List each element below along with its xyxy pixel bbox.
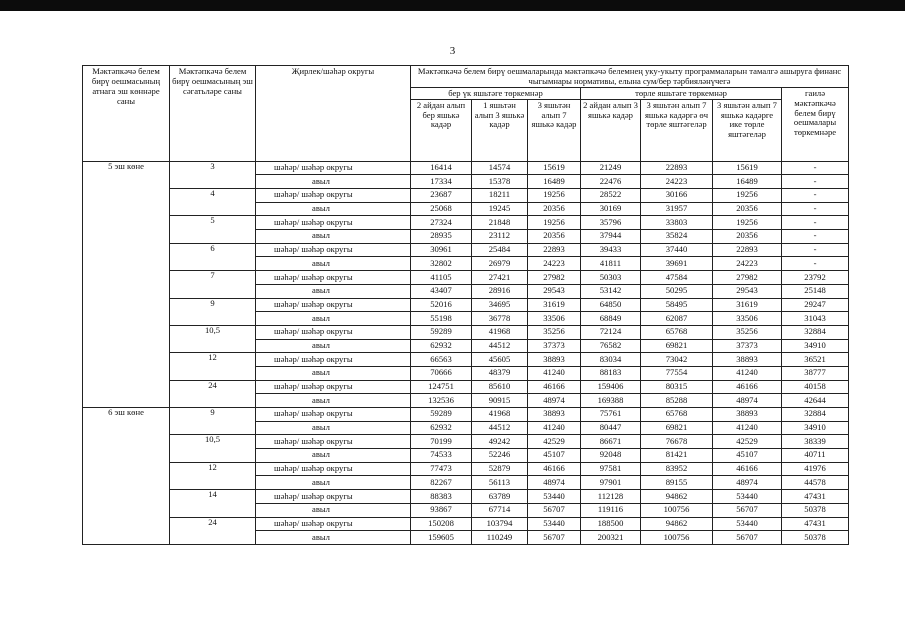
cell-value: 30166 bbox=[641, 189, 713, 203]
cell-area: шәһәр/ шәһәр округы bbox=[256, 189, 411, 203]
cell-value: 33506 bbox=[713, 312, 782, 326]
header-sub-0: 2 айдан алып бер яшькә кадәр bbox=[411, 99, 472, 161]
cell-hours: 9 bbox=[170, 298, 256, 325]
cell-value: 56707 bbox=[528, 503, 581, 517]
cell-value: 70666 bbox=[411, 366, 472, 380]
cell-value: 53440 bbox=[713, 490, 782, 504]
header-sub-3: 2 айдан алып 3 яшькә кадәр bbox=[581, 99, 641, 161]
cell-value: 35824 bbox=[641, 230, 713, 244]
cell-value: 35256 bbox=[528, 325, 581, 339]
cell-value: 23687 bbox=[411, 189, 472, 203]
cell-value: 28916 bbox=[472, 284, 528, 298]
cell-value: 82267 bbox=[411, 476, 472, 490]
table-row bbox=[83, 325, 849, 339]
table-row bbox=[83, 161, 849, 175]
cell-value: - bbox=[782, 202, 849, 216]
cell-value: - bbox=[782, 257, 849, 271]
cell-value: 31957 bbox=[641, 202, 713, 216]
cell-value: 19256 bbox=[713, 216, 782, 230]
cell-value: 188500 bbox=[581, 517, 641, 531]
cell-value: 39691 bbox=[641, 257, 713, 271]
cell-value: 28522 bbox=[581, 189, 641, 203]
table-row bbox=[83, 435, 849, 449]
cell-value: 26979 bbox=[472, 257, 528, 271]
cell-area: авыл bbox=[256, 230, 411, 244]
cell-value: 34695 bbox=[472, 298, 528, 312]
cell-value: 19256 bbox=[528, 216, 581, 230]
cell-area: шәһәр/ шәһәр округы bbox=[256, 271, 411, 285]
table-row bbox=[83, 216, 849, 230]
page-number: 3 bbox=[449, 45, 456, 57]
cell-value: 150208 bbox=[411, 517, 472, 531]
cell-value: 48974 bbox=[713, 476, 782, 490]
cell-value: 32884 bbox=[782, 408, 849, 422]
cell-hours: 9 bbox=[170, 408, 256, 435]
cell-value: 46166 bbox=[528, 462, 581, 476]
cell-value: 132536 bbox=[411, 394, 472, 408]
cell-value: 159406 bbox=[581, 380, 641, 394]
cell-value: 86671 bbox=[581, 435, 641, 449]
cell-hours: 10,5 bbox=[170, 435, 256, 462]
cell-value: 32802 bbox=[411, 257, 472, 271]
cell-value: 92048 bbox=[581, 449, 641, 463]
cell-value: 38893 bbox=[528, 408, 581, 422]
cell-value: 200321 bbox=[581, 531, 641, 545]
cell-value: 45107 bbox=[713, 449, 782, 463]
header-main-title: Мәктәпкәчә белем бирү оешмаларында мәктәпкәчә белемнең уку-укыту программаларын тамалгә ашыруга финанс чыгымнары нормативы, елына сум/бер тәрбияләнүчегә bbox=[411, 66, 849, 88]
table-row bbox=[83, 517, 849, 531]
cell-value: 37440 bbox=[641, 243, 713, 257]
cell-value: 69821 bbox=[641, 421, 713, 435]
cell-value: 80447 bbox=[581, 421, 641, 435]
cell-value: 47431 bbox=[782, 490, 849, 504]
cell-value: 15619 bbox=[713, 161, 782, 175]
cell-value: 110249 bbox=[472, 531, 528, 545]
cell-value: 44512 bbox=[472, 339, 528, 353]
cell-value: 53142 bbox=[581, 284, 641, 298]
cell-value: 48379 bbox=[472, 366, 528, 380]
cell-hours: 12 bbox=[170, 462, 256, 489]
cell-value: 15619 bbox=[528, 161, 581, 175]
cell-area: авыл bbox=[256, 257, 411, 271]
cell-value: 45605 bbox=[472, 353, 528, 367]
cell-area: авыл bbox=[256, 421, 411, 435]
cell-value: 49242 bbox=[472, 435, 528, 449]
cell-value: 41105 bbox=[411, 271, 472, 285]
cell-value: 39433 bbox=[581, 243, 641, 257]
cell-value: 19256 bbox=[713, 189, 782, 203]
cell-area: авыл bbox=[256, 175, 411, 189]
cell-value: 43407 bbox=[411, 284, 472, 298]
cell-value: 34910 bbox=[782, 339, 849, 353]
cell-value: 46166 bbox=[713, 462, 782, 476]
cell-value: 72124 bbox=[581, 325, 641, 339]
table-row bbox=[83, 490, 849, 504]
cell-value: 24223 bbox=[641, 175, 713, 189]
cell-value: 46166 bbox=[713, 380, 782, 394]
cell-value: 50295 bbox=[641, 284, 713, 298]
cell-value: 65768 bbox=[641, 325, 713, 339]
cell-value: - bbox=[782, 243, 849, 257]
cell-value: 52246 bbox=[472, 449, 528, 463]
cell-value: 16489 bbox=[713, 175, 782, 189]
cell-value: 45107 bbox=[528, 449, 581, 463]
header-group-same-age: бер үк яшьтәге төркемнәр bbox=[411, 87, 581, 99]
cell-value: 81421 bbox=[641, 449, 713, 463]
cell-value: 34910 bbox=[782, 421, 849, 435]
cell-duration: 6 эш көне bbox=[83, 408, 170, 545]
scan-top-edge bbox=[0, 0, 905, 11]
cell-value: 38893 bbox=[713, 408, 782, 422]
cell-value: 53440 bbox=[528, 490, 581, 504]
table-header bbox=[83, 66, 849, 162]
cell-value: 24223 bbox=[528, 257, 581, 271]
cell-value: 41968 bbox=[472, 408, 528, 422]
cell-value: 94862 bbox=[641, 490, 713, 504]
cell-value: 56707 bbox=[713, 503, 782, 517]
cell-area: авыл bbox=[256, 284, 411, 298]
table-row bbox=[83, 380, 849, 394]
header-sub-2: 3 яшьтән алып 7 яшькә кадәр bbox=[528, 99, 581, 161]
table-row bbox=[83, 462, 849, 476]
cell-value: 41240 bbox=[713, 366, 782, 380]
cell-value: 64850 bbox=[581, 298, 641, 312]
table-row bbox=[83, 298, 849, 312]
cell-value: 46166 bbox=[528, 380, 581, 394]
cell-value: 35796 bbox=[581, 216, 641, 230]
header-sub-1: 1 яшьтән алып 3 яшькә кадәр bbox=[472, 99, 528, 161]
table-row bbox=[83, 353, 849, 367]
cell-value: 85610 bbox=[472, 380, 528, 394]
cell-value: 159605 bbox=[411, 531, 472, 545]
cell-value: 41240 bbox=[713, 421, 782, 435]
cell-value: 20356 bbox=[713, 202, 782, 216]
cell-area: авыл bbox=[256, 202, 411, 216]
cell-hours: 14 bbox=[170, 490, 256, 517]
table-row bbox=[83, 408, 849, 422]
cell-value: 41968 bbox=[472, 325, 528, 339]
cell-value: 88383 bbox=[411, 490, 472, 504]
cell-value: 41976 bbox=[782, 462, 849, 476]
cell-value: 16489 bbox=[528, 175, 581, 189]
cell-value: 27324 bbox=[411, 216, 472, 230]
cell-area: шәһәр/ шәһәр округы bbox=[256, 353, 411, 367]
cell-value: 42644 bbox=[782, 394, 849, 408]
cell-value: 19256 bbox=[528, 189, 581, 203]
cell-area: авыл bbox=[256, 503, 411, 517]
table-row bbox=[83, 271, 849, 285]
cell-value: 112128 bbox=[581, 490, 641, 504]
cell-value: 19245 bbox=[472, 202, 528, 216]
cell-value: 37944 bbox=[581, 230, 641, 244]
cell-area: шәһәр/ шәһәр округы bbox=[256, 435, 411, 449]
cell-hours: 7 bbox=[170, 271, 256, 298]
cell-hours: 3 bbox=[170, 161, 256, 188]
cell-value: 15378 bbox=[472, 175, 528, 189]
cell-value: 25068 bbox=[411, 202, 472, 216]
cell-area: шәһәр/ шәһәр округы bbox=[256, 161, 411, 175]
cell-value: 44578 bbox=[782, 476, 849, 490]
cell-value: 23112 bbox=[472, 230, 528, 244]
cell-value: - bbox=[782, 230, 849, 244]
cell-value: 77473 bbox=[411, 462, 472, 476]
cell-value: 97581 bbox=[581, 462, 641, 476]
cell-value: 22893 bbox=[713, 243, 782, 257]
cell-value: 63789 bbox=[472, 490, 528, 504]
cell-area: шәһәр/ шәһәр округы bbox=[256, 380, 411, 394]
cell-value: 48974 bbox=[528, 476, 581, 490]
cell-value: 38893 bbox=[528, 353, 581, 367]
cell-value: 48974 bbox=[528, 394, 581, 408]
cell-area: авыл bbox=[256, 312, 411, 326]
cell-area: шәһәр/ шәһәр округы bbox=[256, 517, 411, 531]
cell-value: 33506 bbox=[528, 312, 581, 326]
cell-value: 35256 bbox=[713, 325, 782, 339]
cell-hours: 6 bbox=[170, 243, 256, 270]
cell-value: 25484 bbox=[472, 243, 528, 257]
cell-value: 18211 bbox=[472, 189, 528, 203]
cell-value: 77554 bbox=[641, 366, 713, 380]
cell-value: 37373 bbox=[713, 339, 782, 353]
cell-value: 56113 bbox=[472, 476, 528, 490]
cell-area: шәһәр/ шәһәр округы bbox=[256, 490, 411, 504]
cell-value: 85288 bbox=[641, 394, 713, 408]
cell-value: 52879 bbox=[472, 462, 528, 476]
cell-value: 36521 bbox=[782, 353, 849, 367]
cell-value: 31043 bbox=[782, 312, 849, 326]
cell-value: 55198 bbox=[411, 312, 472, 326]
cell-value: 69821 bbox=[641, 339, 713, 353]
cell-value: 33803 bbox=[641, 216, 713, 230]
cell-area: шәһәр/ шәһәр округы bbox=[256, 243, 411, 257]
normatives-table bbox=[82, 65, 849, 545]
cell-hours: 12 bbox=[170, 353, 256, 380]
cell-area: шәһәр/ шәһәр округы bbox=[256, 325, 411, 339]
cell-value: 27982 bbox=[528, 271, 581, 285]
cell-hours: 4 bbox=[170, 189, 256, 216]
cell-value: 59289 bbox=[411, 325, 472, 339]
cell-hours: 24 bbox=[170, 517, 256, 544]
cell-value: 73042 bbox=[641, 353, 713, 367]
cell-hours: 5 bbox=[170, 216, 256, 243]
cell-value: 24223 bbox=[713, 257, 782, 271]
cell-value: 58495 bbox=[641, 298, 713, 312]
cell-value: 62932 bbox=[411, 339, 472, 353]
cell-area: шәһәр/ шәһәр округы bbox=[256, 298, 411, 312]
cell-value: 38893 bbox=[713, 353, 782, 367]
cell-value: - bbox=[782, 161, 849, 175]
cell-value: 124751 bbox=[411, 380, 472, 394]
cell-value: 29543 bbox=[528, 284, 581, 298]
cell-value: 94862 bbox=[641, 517, 713, 531]
cell-value: 21249 bbox=[581, 161, 641, 175]
cell-value: 83952 bbox=[641, 462, 713, 476]
cell-duration: 5 эш көне bbox=[83, 161, 170, 407]
cell-value: 74533 bbox=[411, 449, 472, 463]
header-sub-5: 3 яшьтән алып 7 яшькә кадәрге ике төрле яштәгеләр bbox=[713, 99, 782, 161]
cell-area: авыл bbox=[256, 449, 411, 463]
cell-area: авыл bbox=[256, 476, 411, 490]
cell-area: авыл bbox=[256, 394, 411, 408]
cell-value: 42529 bbox=[528, 435, 581, 449]
cell-value: 119116 bbox=[581, 503, 641, 517]
cell-value: 31619 bbox=[713, 298, 782, 312]
cell-value: 38339 bbox=[782, 435, 849, 449]
cell-value: 22893 bbox=[528, 243, 581, 257]
cell-value: 65768 bbox=[641, 408, 713, 422]
cell-value: 40711 bbox=[782, 449, 849, 463]
cell-hours: 10,5 bbox=[170, 325, 256, 352]
cell-value: 41240 bbox=[528, 421, 581, 435]
cell-value: 41240 bbox=[528, 366, 581, 380]
cell-value: 53440 bbox=[713, 517, 782, 531]
header-area: Җирлек/шәһәр округы bbox=[256, 66, 411, 162]
header-group-mixed-age: төрле яшьтәге төркемнәр bbox=[581, 87, 782, 99]
cell-value: 76582 bbox=[581, 339, 641, 353]
cell-value: 20356 bbox=[713, 230, 782, 244]
cell-area: шәһәр/ шәһәр округы bbox=[256, 216, 411, 230]
cell-value: 80315 bbox=[641, 380, 713, 394]
table-row bbox=[83, 243, 849, 257]
cell-value: 16414 bbox=[411, 161, 472, 175]
cell-value: 56707 bbox=[528, 531, 581, 545]
cell-value: 27982 bbox=[713, 271, 782, 285]
cell-value: 41811 bbox=[581, 257, 641, 271]
cell-value: 25148 bbox=[782, 284, 849, 298]
cell-value: 40158 bbox=[782, 380, 849, 394]
cell-value: 32884 bbox=[782, 325, 849, 339]
cell-value: 50378 bbox=[782, 503, 849, 517]
cell-value: 37373 bbox=[528, 339, 581, 353]
cell-value: 48974 bbox=[713, 394, 782, 408]
cell-value: 23792 bbox=[782, 271, 849, 285]
cell-area: шәһәр/ шәһәр округы bbox=[256, 408, 411, 422]
cell-value: 29247 bbox=[782, 298, 849, 312]
header-sub-4: 3 яшьтән алып 7 яшькә кадәргә өч төрле яштәгеләр bbox=[641, 99, 713, 161]
cell-value: 89155 bbox=[641, 476, 713, 490]
cell-value: 22893 bbox=[641, 161, 713, 175]
cell-value: - bbox=[782, 216, 849, 230]
cell-value: 30169 bbox=[581, 202, 641, 216]
cell-value: 47584 bbox=[641, 271, 713, 285]
cell-value: 28935 bbox=[411, 230, 472, 244]
cell-value: 42529 bbox=[713, 435, 782, 449]
cell-value: 67714 bbox=[472, 503, 528, 517]
table-body bbox=[83, 161, 849, 544]
cell-value: 52016 bbox=[411, 298, 472, 312]
cell-value: 103794 bbox=[472, 517, 528, 531]
cell-value: 14574 bbox=[472, 161, 528, 175]
cell-value: 70199 bbox=[411, 435, 472, 449]
cell-value: 75761 bbox=[581, 408, 641, 422]
cell-value: 31619 bbox=[528, 298, 581, 312]
cell-value: 50378 bbox=[782, 531, 849, 545]
cell-value: 21848 bbox=[472, 216, 528, 230]
cell-value: 76678 bbox=[641, 435, 713, 449]
cell-value: 83034 bbox=[581, 353, 641, 367]
cell-value: 53440 bbox=[528, 517, 581, 531]
cell-value: - bbox=[782, 189, 849, 203]
header-duration: Мәктәпкәчә белем бирү оешмасының атнага эш көннәре саны bbox=[83, 66, 170, 162]
cell-value: 66563 bbox=[411, 353, 472, 367]
cell-area: авыл bbox=[256, 531, 411, 545]
cell-value: 38777 bbox=[782, 366, 849, 380]
cell-value: 169388 bbox=[581, 394, 641, 408]
cell-value: 47431 bbox=[782, 517, 849, 531]
header-hours: Мәктәпкәчә белем бирү оешмасының эш сәгатьләре саны bbox=[170, 66, 256, 162]
cell-value: 20356 bbox=[528, 202, 581, 216]
cell-value: 90915 bbox=[472, 394, 528, 408]
cell-value: 97901 bbox=[581, 476, 641, 490]
cell-hours: 24 bbox=[170, 380, 256, 407]
cell-value: 22476 bbox=[581, 175, 641, 189]
cell-value: 50303 bbox=[581, 271, 641, 285]
cell-value: 62932 bbox=[411, 421, 472, 435]
table-row bbox=[83, 189, 849, 203]
cell-value: 100756 bbox=[641, 503, 713, 517]
cell-area: шәһәр/ шәһәр округы bbox=[256, 462, 411, 476]
cell-value: 68849 bbox=[581, 312, 641, 326]
cell-value: 36778 bbox=[472, 312, 528, 326]
cell-value: 62087 bbox=[641, 312, 713, 326]
cell-value: 44512 bbox=[472, 421, 528, 435]
cell-value: 27421 bbox=[472, 271, 528, 285]
cell-value: - bbox=[782, 175, 849, 189]
cell-value: 30961 bbox=[411, 243, 472, 257]
cell-value: 29543 bbox=[713, 284, 782, 298]
cell-value: 100756 bbox=[641, 531, 713, 545]
cell-area: авыл bbox=[256, 366, 411, 380]
cell-value: 88183 bbox=[581, 366, 641, 380]
header-group-family: гаилә мәктәпкәчә белем бирү оешмалары төркемнәре bbox=[782, 87, 849, 161]
cell-value: 17334 bbox=[411, 175, 472, 189]
cell-area: авыл bbox=[256, 339, 411, 353]
cell-value: 56707 bbox=[713, 531, 782, 545]
cell-value: 20356 bbox=[528, 230, 581, 244]
cell-value: 59289 bbox=[411, 408, 472, 422]
cell-value: 93867 bbox=[411, 503, 472, 517]
